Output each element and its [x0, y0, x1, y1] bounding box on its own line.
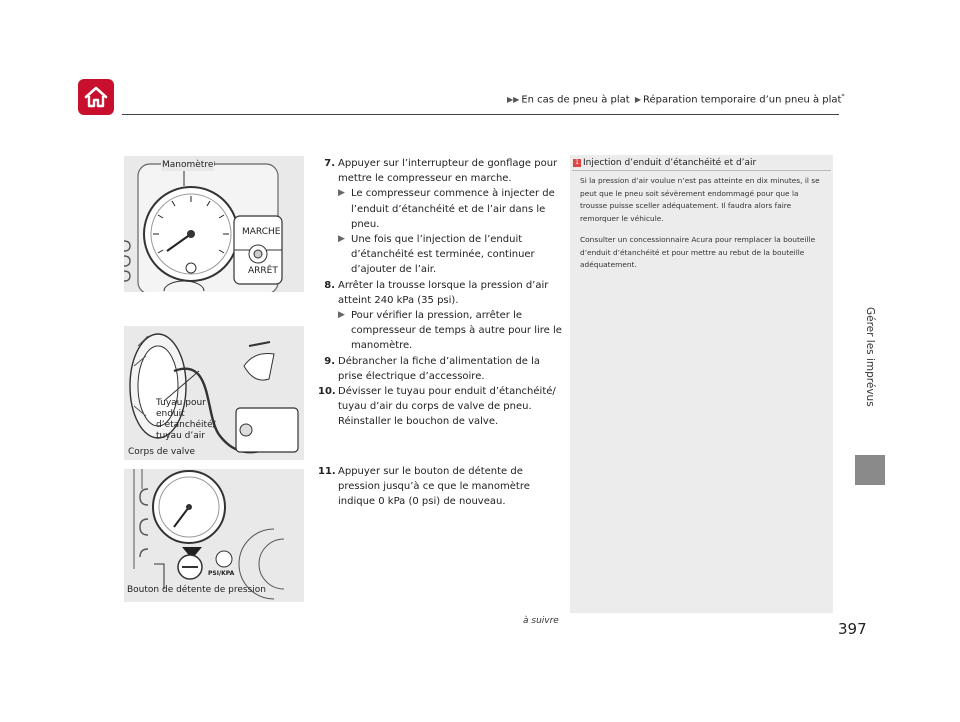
- breadcrumb-arrow-icon: ▶: [634, 95, 642, 105]
- header-rule: [122, 114, 839, 115]
- note-divider: [572, 170, 831, 171]
- home-icon: [83, 85, 109, 109]
- bullet-arrow-icon: ▶: [338, 310, 345, 321]
- continue-label: à suivre: [523, 616, 559, 626]
- side-tab-label[interactable]: Gérer les imprévus: [864, 307, 876, 407]
- note-title: [573, 158, 756, 168]
- step-number: 7.: [324, 158, 335, 169]
- step-number: 10.: [318, 386, 336, 398]
- label-manometre: Manomètre: [162, 160, 214, 170]
- breadcrumb-item[interactable]: Réparation temporaire d’un pneu à plat: [643, 94, 842, 106]
- release-illustration: [124, 469, 304, 602]
- home-button[interactable]: [78, 79, 114, 115]
- bullet-arrow-icon: ▶: [338, 234, 345, 245]
- label-tuyau: Tuyau pour enduit d’étanchéité/ tuyau d’air: [156, 398, 216, 441]
- label-bouton-detente: Bouton de détente de pression: [127, 585, 266, 595]
- note-body: [580, 175, 828, 281]
- note-paragraph: Consulter un concessionnaire Acura pour remplacer la bouteille d’enduit d’étanchéité et pour mettre au rebut de la bouteille adéquatement.: [580, 235, 816, 269]
- page-number: 397: [838, 620, 867, 638]
- step-11: [318, 464, 563, 510]
- figure-gauge: [124, 156, 304, 292]
- breadcrumb-arrow-icon: ▶▶: [507, 95, 520, 105]
- step-8: [318, 278, 563, 354]
- step-sub: [338, 186, 563, 232]
- breadcrumb: [505, 93, 844, 105]
- bullet-arrow-icon: ▶: [338, 188, 345, 199]
- steps-list-2: [318, 464, 563, 510]
- step-7: [318, 156, 563, 278]
- step-sub: [338, 308, 563, 354]
- step-text: Débrancher la fiche d’alimentation de la prise électrique d’accessoire.: [338, 355, 541, 382]
- step-text: Arrêter la trousse lorsque la pression d’air atteint 240 kPa (35 psi).: [338, 279, 549, 306]
- side-tab-marker: [855, 455, 885, 485]
- note-title-text: Injection d’enduit d’étanchéité et d’air: [583, 158, 757, 168]
- step-text: Appuyer sur le bouton de détente de pression jusqu’à ce que le manomètre indique 0 kPa (0 psi) de nouveau.: [338, 466, 530, 508]
- sub-text: Le compresseur commence à injecter de l’enduit d’étanchéité et de l’air dans le pneu.: [351, 188, 555, 230]
- sub-text: Une fois que l’injection de l’enduit d’étanchéité est terminée, continuer d’ajouter de l’air.: [351, 234, 535, 276]
- figure-hose: [124, 326, 304, 460]
- step-number: 8.: [324, 279, 335, 291]
- step-number: 9.: [324, 355, 335, 367]
- step-text: Appuyer sur l’interrupteur de gonflage pour mettre le compresseur en marche.: [338, 158, 558, 185]
- step-text: Dévisser le tuyau pour enduit d’étanchéité/ tuyau d’air du corps de valve de pneu. Réinstaller le bouchon de valve.: [338, 386, 556, 428]
- label-marche: MARCHE: [242, 227, 281, 237]
- sub-text: Pour vérifier la pression, arrêter le compresseur de temps à autre pour lire le manomètre.: [351, 310, 562, 352]
- footnote-star: *: [841, 93, 845, 100]
- figure-release: [124, 469, 304, 602]
- note-marker-icon: 1: [573, 159, 581, 167]
- svg-text:PSI/KPA: PSI/KPA: [208, 570, 235, 577]
- step-sub: [338, 232, 563, 278]
- label-corps-valve: Corps de valve: [128, 447, 196, 457]
- breadcrumb-item[interactable]: En cas de pneu à plat: [521, 94, 630, 106]
- steps-list: [318, 156, 563, 430]
- step-9: [318, 354, 563, 384]
- note-paragraph: Si la pression d’air voulue n’est pas atteinte en dix minutes, il se peut que le pneu soit sévèrement endommagé pour que la trousse puisse sceller adéquatement. Il faudra alors faire remorquer le véhicule.: [580, 176, 820, 223]
- label-arret: ARRÊT: [248, 266, 278, 276]
- step-number: 11.: [318, 466, 336, 477]
- step-10: [318, 384, 563, 430]
